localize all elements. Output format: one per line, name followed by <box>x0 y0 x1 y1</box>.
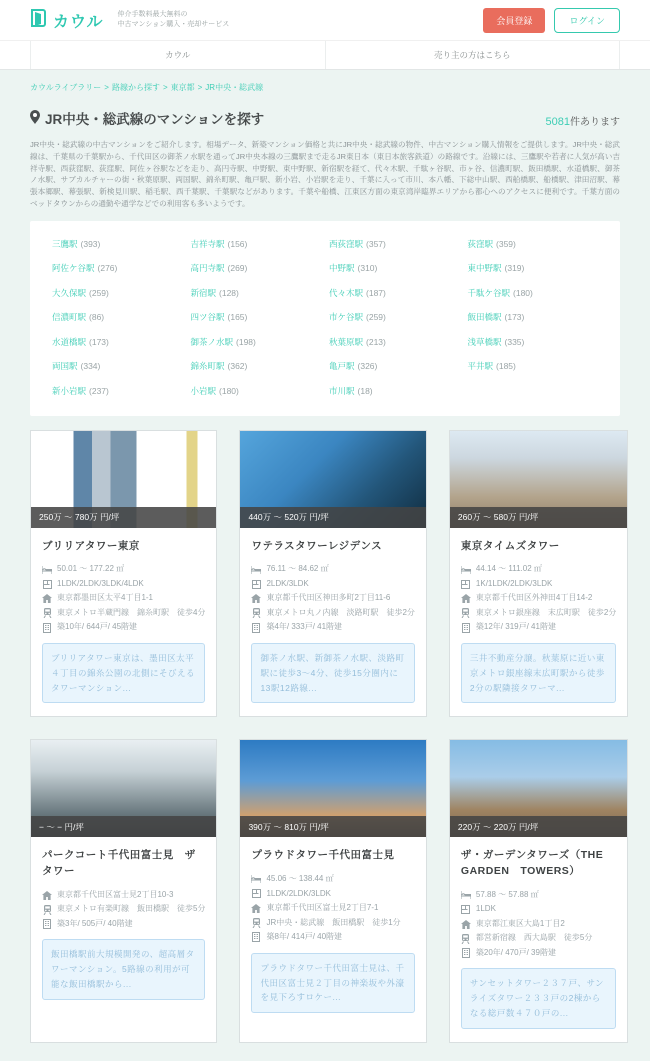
spec-address: 東京都千代田区神田多町2丁目11-6 <box>251 591 414 606</box>
home-icon <box>251 904 261 913</box>
floorplan-icon <box>461 905 471 914</box>
map-pin-icon <box>30 110 40 127</box>
station-count: (359) <box>496 238 516 249</box>
station-item <box>191 287 322 299</box>
station-link[interactable]: 代々木駅 <box>329 287 364 298</box>
spec-station: 東京メトロ丸ノ内線 淡路町駅 徒歩2分 <box>251 606 414 621</box>
spec-station: 東京メトロ銀座線 末広町駅 徒歩2分 <box>461 606 616 621</box>
spec-building: 築10年/ 644戸/ 45階建 <box>42 620 205 635</box>
building-icon <box>251 932 261 942</box>
station-link[interactable]: 中野駅 <box>329 263 355 274</box>
station-count: (393) <box>80 238 101 249</box>
property-summary: サンセットタワー２３７戸、サンライズタワー２３３戸の2棟からなる総戸数４７０戸の... <box>461 968 616 1029</box>
station-item <box>468 238 599 250</box>
property-card-grid <box>30 430 620 1044</box>
train-icon <box>42 905 52 915</box>
logo-text: カウル <box>53 13 104 31</box>
station-count: (173) <box>504 312 525 323</box>
station-list <box>30 221 620 416</box>
station-link[interactable]: 飯田橋駅 <box>467 312 502 323</box>
station-item <box>329 287 460 299</box>
station-link[interactable]: 四ツ谷駅 <box>190 312 225 323</box>
station-count: (259) <box>89 287 109 298</box>
property-card[interactable] <box>30 430 217 718</box>
breadcrumb-link-library[interactable]: カウルライブラリー <box>30 83 102 92</box>
spec-address: 東京都江東区大島1丁目2 <box>461 917 616 932</box>
property-card[interactable] <box>239 739 426 1043</box>
station-count: (310) <box>357 263 378 274</box>
building-icon <box>42 919 52 929</box>
station-count: (173) <box>89 336 109 347</box>
property-photo <box>240 740 425 837</box>
station-link[interactable]: 高円寺駅 <box>190 263 225 274</box>
train-icon <box>251 918 261 928</box>
spec-address: 東京都千代田区富士見2丁目10-3 <box>42 888 205 903</box>
signup-button[interactable]: 会員登録 <box>483 8 545 33</box>
station-item <box>52 262 183 274</box>
price-badge: 220万 〜 220万 円/坪 <box>450 816 627 837</box>
station-count: (180) <box>219 385 239 396</box>
station-count: (198) <box>236 336 256 347</box>
train-icon <box>461 608 471 618</box>
station-item <box>52 311 183 323</box>
station-count: (335) <box>504 336 525 347</box>
spec-building: 築20年/ 470戸/ 39階建 <box>461 946 616 961</box>
spec-area: 44.14 〜 111.02 ㎡ <box>461 562 616 577</box>
price-badge: 260万 〜 580万 円/坪 <box>450 507 627 528</box>
tab-seller[interactable]: 売り主の方はこちら <box>325 41 621 69</box>
train-icon <box>251 608 261 618</box>
header-logo[interactable] <box>30 8 104 33</box>
station-link[interactable]: 新小岩駅 <box>52 385 87 396</box>
property-summary: 三井不動産分譲。秋葉原に近い東京メトロ銀座線末広町駅から徒歩2分の駅隣接タワーマ... <box>461 643 616 704</box>
bed-icon <box>42 566 52 574</box>
tab-bar <box>0 40 650 70</box>
bed-icon <box>461 566 471 574</box>
tab-kawlu[interactable]: カウル <box>30 41 325 69</box>
property-photo <box>31 431 216 528</box>
property-title[interactable]: プラウドタワー千代田富士見 <box>251 849 395 862</box>
price-badge: 250万 〜 780万 円/坪 <box>31 507 216 528</box>
spec-area: 45.06 〜 138.44 ㎡ <box>251 872 414 887</box>
station-link[interactable]: 御茶ノ水駅 <box>190 336 234 347</box>
station-link[interactable]: 東中野駅 <box>467 263 502 274</box>
property-title[interactable]: ブリリアタワー東京 <box>42 539 140 552</box>
station-item <box>191 262 322 274</box>
property-specs <box>461 888 616 961</box>
station-link[interactable]: 両国駅 <box>52 361 78 372</box>
station-link[interactable]: 大久保駅 <box>52 287 87 298</box>
breadcrumb <box>30 82 620 93</box>
breadcrumb-link-tokyo[interactable]: 東京都 <box>170 83 195 92</box>
station-count: (187) <box>366 287 386 298</box>
station-count: (128) <box>219 287 239 298</box>
station-count: (185) <box>496 361 516 372</box>
property-title[interactable]: 東京タイムズタワー <box>460 539 560 552</box>
spec-area: 57.88 〜 57.88 ㎡ <box>461 888 616 903</box>
station-count: (86) <box>89 312 105 323</box>
home-icon <box>461 594 471 603</box>
station-link[interactable]: 信濃町駅 <box>52 312 87 323</box>
spec-address: 東京都千代田区富士見2丁目7-1 <box>251 901 414 916</box>
station-item <box>52 287 183 299</box>
station-item <box>191 385 322 397</box>
station-item <box>468 311 599 323</box>
floorplan-icon <box>461 580 471 589</box>
station-item <box>329 311 460 323</box>
train-icon <box>461 934 471 944</box>
spec-layout: 2LDK/3LDK <box>251 577 414 592</box>
property-card[interactable] <box>239 430 426 718</box>
station-item <box>468 336 599 348</box>
spec-station: 都営新宿線 西大島駅 徒歩5分 <box>461 931 616 946</box>
spec-station: JR中央・総武線 飯田橋駅 徒歩1分 <box>251 916 414 931</box>
station-link[interactable]: 千駄ケ谷駅 <box>467 287 511 298</box>
spec-station: 東京メトロ半蔵門線 錦糸町駅 徒歩4分 <box>42 606 205 621</box>
station-item <box>52 336 183 348</box>
spec-layout: 1LDK/2LDK/3LDK <box>251 887 414 902</box>
station-item <box>329 336 460 348</box>
property-specs <box>461 562 616 635</box>
station-item <box>52 385 183 397</box>
floorplan-icon <box>251 580 261 589</box>
property-title[interactable]: ワテラスタワーレジデンス <box>251 539 383 552</box>
header <box>0 0 650 40</box>
home-icon <box>42 594 52 603</box>
listing-count: 5081件あります <box>545 116 620 128</box>
station-item <box>329 262 460 274</box>
station-link[interactable]: 西荻窪駅 <box>329 238 364 249</box>
property-title[interactable]: パークコート千代田富士見 ザ タワー <box>42 849 207 878</box>
station-link[interactable]: 水道橋駅 <box>52 336 87 347</box>
station-count: (362) <box>227 361 248 372</box>
station-link[interactable]: 三鷹駅 <box>52 238 78 249</box>
station-count: (269) <box>227 263 248 274</box>
home-icon <box>42 891 52 900</box>
spec-building: 築3年/ 505戸/ 40階建 <box>42 917 205 932</box>
spec-address: 東京都墨田区太平4丁目1-1 <box>42 591 205 606</box>
station-item <box>191 311 322 323</box>
station-item <box>329 360 460 372</box>
breadcrumb-separator: > <box>197 83 203 92</box>
login-button[interactable]: ログイン <box>554 8 620 33</box>
building-icon <box>251 623 261 633</box>
station-link[interactable]: 市ケ谷駅 <box>329 312 364 323</box>
spec-area: 76.11 〜 84.62 ㎡ <box>251 562 414 577</box>
station-link[interactable]: 小岩駅 <box>190 385 217 396</box>
station-count: (180) <box>513 287 533 298</box>
building-icon <box>42 623 52 633</box>
property-photo <box>450 740 627 837</box>
property-card[interactable] <box>449 739 628 1043</box>
station-link[interactable]: 阿佐ケ谷駅 <box>52 263 95 274</box>
property-specs <box>42 562 205 635</box>
property-summary: 飯田橋駅前大規模開発の、超高層タワーマンション。5路線の利用が可能な飯田橋駅から... <box>42 939 205 1000</box>
title-row <box>30 108 620 128</box>
breadcrumb-separator: > <box>104 83 109 92</box>
station-count: (276) <box>97 263 118 274</box>
property-summary: 御茶ノ水駅、新御茶ノ水駅、淡路町駅に徒歩3～4分、徒歩15分圏内に13駅12路線... <box>251 643 414 704</box>
page-title: JR中央・総武線のマンションを探す <box>30 108 264 128</box>
train-icon <box>42 608 52 618</box>
home-icon <box>461 920 471 929</box>
property-summary: プラウドタワー千代田富士見は、千代田区富士見２丁目の神楽坂や外濠を見下ろすロケー... <box>251 953 414 1014</box>
bed-icon <box>251 875 261 883</box>
price-badge: 390万 〜 810万 円/坪 <box>240 816 425 837</box>
price-badge: − 〜 − 円/坪 <box>31 816 216 837</box>
building-icon <box>461 623 471 633</box>
station-count: (165) <box>227 312 248 323</box>
main-content <box>0 82 650 1061</box>
breadcrumb-separator: > <box>162 83 168 92</box>
station-link[interactable]: 新宿駅 <box>190 287 217 298</box>
station-count: (326) <box>357 361 378 372</box>
property-card[interactable] <box>30 739 217 1043</box>
property-specs <box>251 872 414 945</box>
station-item <box>191 360 322 372</box>
station-item <box>52 238 183 250</box>
spec-building: 築8年/ 414戸/ 40階建 <box>251 930 414 945</box>
floorplan-icon <box>42 580 52 589</box>
breadcrumb-link-search-by-line[interactable]: 路線から探す <box>111 83 160 92</box>
station-link[interactable]: 吉祥寺駅 <box>190 238 225 249</box>
station-count: (213) <box>366 336 386 347</box>
station-count: (319) <box>504 263 525 274</box>
station-count: (237) <box>89 385 109 396</box>
station-count: (18) <box>357 385 373 396</box>
tagline: 仲介手数料最大無料の 中古マンション購入・売却サービス <box>117 10 230 28</box>
station-link[interactable]: 秋葉原駅 <box>329 336 364 347</box>
station-item <box>329 238 460 250</box>
station-item <box>191 238 322 250</box>
station-item <box>329 385 460 397</box>
spec-layout: 1LDK <box>461 902 616 917</box>
bed-icon <box>251 566 261 574</box>
property-photo <box>31 740 216 837</box>
spec-area: 50.01 〜 177.22 ㎡ <box>42 562 205 577</box>
spec-address: 東京都千代田区外神田4丁目14-2 <box>461 591 616 606</box>
spec-building: 築12年/ 319戸/ 41階建 <box>461 620 616 635</box>
station-item <box>468 360 599 372</box>
station-link[interactable]: 浅草橋駅 <box>467 336 502 347</box>
line-description: JR中央・総武線の中古マンションをご紹介します。相場データ、新築マンション価格と共にJR中央・総武線の物件、中古マンション購入情報をご提供します。JR中央・総武線は、千葉県の千葉駅から、千代田区の御茶ノ水駅を通ってJR中央本線の三鷹駅まで走るJR東日本（東日本旅客鉄道）の路線です。沿線には、三鷹駅や若者に人気が高い吉祥寺駅、西荻窪駅、荻窪駅、阿佐ヶ谷駅などを走り、高円寺駅、中野駅、東中野駅、新宿駅を経て、代々木駅、千駄ヶ谷駅、市ヶ谷、信濃町駅、飯田橋駅、水道橋駅、御茶ノ水駅、サブカルチャーの街・秋葉原駅、両国駅、錦糸町駅、亀戸駅、新小岩、小岩駅を走り、千葉に入って市川、本八幡、下総中山駅、西船橋駅、船橋駅、津田沼駅、幕張本郷駅、幕張駅、新検見川駅、稲毛駅、西千葉駅、千葉駅などがあります。千葉や船橋、江東区方面の東京湾岸臨界エリアから都心へのアクセスに便利です。千葉方面のベッドタウンからの通勤や通学などでの利用客も多いようです。 <box>30 140 620 208</box>
station-link[interactable]: 亀戸駅 <box>329 361 355 372</box>
bed-icon <box>461 891 471 899</box>
price-badge: 440万 〜 520万 円/坪 <box>240 507 425 528</box>
spec-layout: 1K/1LDK/2LDK/3LDK <box>461 577 616 592</box>
property-card[interactable] <box>449 430 628 718</box>
station-count: (357) <box>366 238 386 249</box>
station-count: (156) <box>227 238 248 249</box>
station-item <box>191 336 322 348</box>
station-link[interactable]: 錦糸町駅 <box>190 361 225 372</box>
property-title[interactable]: ザ・ガーデンタワーズ（THE GARDEN TOWERS） <box>460 849 615 878</box>
station-item <box>468 262 599 274</box>
breadcrumb-link-current-line[interactable]: JR中央・総武線 <box>205 83 264 92</box>
station-link[interactable]: 平井駅 <box>467 361 494 372</box>
spec-layout: 1LDK/2LDK/3LDK/4LDK <box>42 577 205 592</box>
station-item <box>468 287 599 299</box>
station-link[interactable]: 市川駅 <box>329 385 355 396</box>
property-photo <box>450 431 627 528</box>
spec-building: 築4年/ 333戸/ 41階建 <box>251 620 414 635</box>
property-photo <box>240 431 425 528</box>
spec-station: 東京メトロ有楽町線 飯田橋駅 徒歩5分 <box>42 902 205 917</box>
station-count: (334) <box>80 361 101 372</box>
station-count: (259) <box>366 312 386 323</box>
header-actions <box>483 8 620 33</box>
floorplan-icon <box>251 889 261 898</box>
building-icon <box>461 948 471 958</box>
property-specs <box>251 562 414 635</box>
station-item <box>52 360 183 372</box>
property-specs <box>42 888 205 932</box>
home-icon <box>251 594 261 603</box>
station-link[interactable]: 荻窪駅 <box>467 238 494 249</box>
property-summary: ブリリアタワー東京は、墨田区太平４丁目の錦糸公園の北側にそびえるタワーマンション... <box>42 643 205 704</box>
logo-icon <box>30 8 48 33</box>
